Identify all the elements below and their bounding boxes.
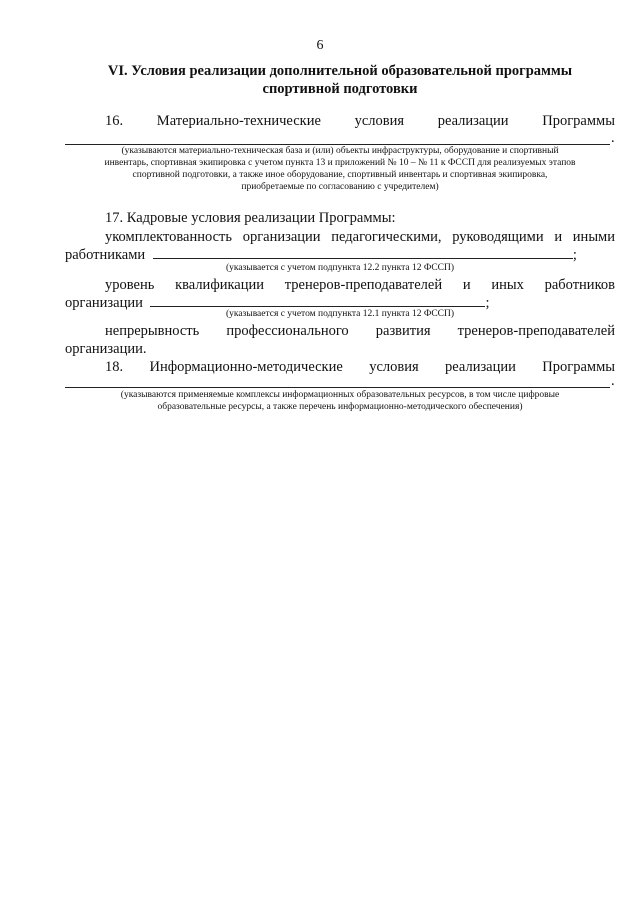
item-16-word: условия [354, 113, 405, 129]
item-18-word: Информационно-методические [149, 359, 343, 375]
item-18-heading [105, 358, 615, 376]
item-18-blank-rule [65, 387, 610, 388]
qualification-word: работников [544, 277, 615, 293]
qualification-word: тренеров-преподавателей [284, 277, 443, 293]
staffing-label: работниками [65, 247, 146, 263]
qualification-caption: (указывается с учетом подпункта 12.1 пункта 12 ФССП) [225, 309, 455, 319]
item-16-number: 16. [105, 113, 124, 129]
item-18-caption [65, 389, 615, 413]
continuity-word: тренеров-преподавателей [457, 323, 615, 339]
item-16-word: реализации [437, 113, 509, 129]
qualification-line-1 [105, 276, 615, 294]
continuity-line-2: организации. [65, 341, 147, 357]
item-18-number: 18. [105, 359, 124, 375]
staffing-line-1: укомплектованность организации педагогическими, руководящими и иными [105, 229, 615, 245]
continuity-word: профессионального [226, 323, 349, 339]
item-18-end-mark: . [611, 373, 615, 389]
qualification-blank-rule [150, 294, 485, 307]
item-18-word: реализации [445, 359, 516, 375]
qualification-word: и [462, 277, 471, 293]
item-17-heading: 17. Кадровые условия реализации Программы: [105, 210, 396, 226]
staffing-caption: (указывается с учетом подпункта 12.2 пункта 12 ФССП) [225, 263, 455, 273]
section-title [60, 62, 620, 98]
item-18-word: условия [369, 359, 419, 375]
item-16-end-mark: . [611, 130, 615, 146]
item-16-caption-line: спортивной подготовки, а также иное оборудование, спортивный инвентарь и спортивная экипировка, [132, 170, 548, 180]
staffing-end-mark: ; [572, 247, 577, 263]
qualification-word: квалификации [175, 277, 265, 293]
item-18-word: Программы [542, 359, 615, 375]
staffing-blank-rule [153, 246, 573, 259]
item-16-caption-line: инвентарь, спортивная экипировка с учетом пункта 13 и приложений № 10 – № 11 к ФССП для реализуемых этапов [104, 158, 576, 168]
qualification-word: иных [491, 277, 524, 293]
qualification-word: уровень [105, 277, 155, 293]
section-title-line-1: VI. Условия реализации дополнительной образовательной программы [107, 63, 573, 79]
continuity-word: развития [375, 323, 431, 339]
item-18-caption-line: (указываются применяемые комплексы информационных образовательных ресурсов, в том числе цифровые [120, 390, 560, 400]
qualification-label: организации [65, 295, 143, 311]
section-title-line-2: спортивной подготовки [262, 81, 418, 97]
item-16-heading [105, 112, 615, 130]
qualification-end-mark: ; [485, 295, 490, 311]
item-16-word: Программы [542, 113, 615, 129]
continuity-line-1 [105, 322, 615, 340]
item-18-caption-line: образовательные ресурсы, а также перечень информационно-методического обеспечения) [157, 402, 523, 412]
page-number: 6 [316, 38, 324, 53]
item-16-caption-line: приобретаемые по согласованию с учредителем) [241, 182, 439, 192]
item-16-word: Материально-технические [156, 113, 321, 129]
continuity-word: непрерывность [105, 323, 200, 339]
item-16-caption-line: (указываются материально-техническая база и (или) объекты инфраструктуры, оборудование и спортивный [121, 146, 559, 156]
item-16-caption [65, 145, 615, 193]
